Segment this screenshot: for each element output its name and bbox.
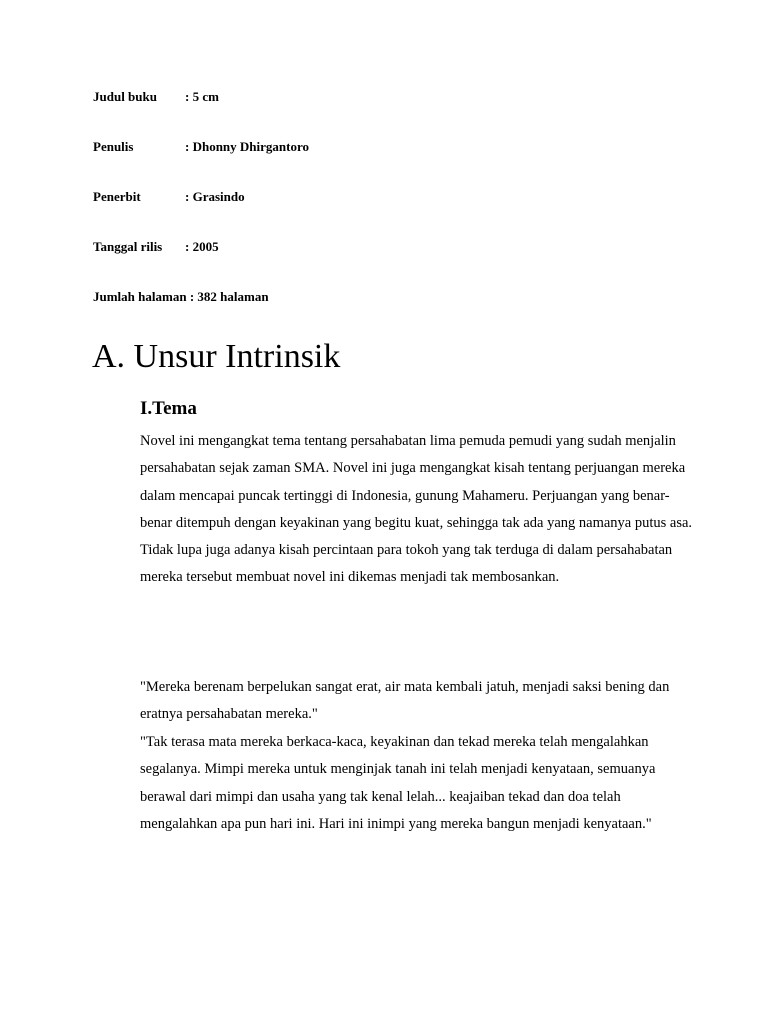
- author-row: [93, 139, 309, 155]
- theme-paragraph: Novel ini mengangkat tema tentang persahabatan lima pemuda pemudi yang sudah menjalin persahabatan sejak zaman SMA. Novel ini juga mengangkat kisah tentang perjuangan mereka dalam mencapai puncak tertinggi di Indonesia, gunung Mahameru. Perjuangan yang benar-benar ditempuh dengan keyakinan yang begitu kuat, sehingga tak ada yang namanya putus asa. Tidak lupa juga adanya kisah percintaan para tokoh yang tak terduga di dalam persahabatan mereka tersebut membuat novel ini dikemas menjadi tak membosankan.: [140, 433, 693, 586]
- author-value: : Dhonny Dhirgantoro: [185, 139, 310, 154]
- section-heading: A. Unsur Intrinsik: [92, 338, 341, 375]
- author-label: Penulis: [93, 139, 134, 154]
- subsection-heading: I.Tema: [140, 398, 197, 419]
- quote-paragraph-2: "Tak terasa mata mereka berkaca-kaca, keyakinan dan tekad mereka telah mengalahkan segalanya. Mimpi mereka untuk menginjak tanah ini telah menjadi kenyataan, semuanya berawal dari mimpi dan usaha yang tak kenal lelah... keajaiban tekad dan doa telah mengalahkan apa pun hari ini. Hari ini inimpi yang mereka bangun menjadi kenyataan.": [140, 734, 656, 832]
- release-date-value: : 2005: [185, 239, 219, 254]
- release-date-label: Tanggal rilis: [93, 239, 163, 254]
- release-date-row: [93, 239, 219, 255]
- book-title-row: [93, 89, 219, 105]
- page-count-label: Jumlah halaman: [93, 289, 187, 304]
- publisher-row: [93, 189, 245, 205]
- page-count-row: [93, 289, 269, 305]
- book-title-value: : 5 cm: [185, 89, 219, 104]
- quote-paragraph-1: "Mereka berenam berpelukan sangat erat, air mata kembali jatuh, menjadi saksi bening dan eratnya persahabatan mereka.": [140, 679, 670, 723]
- publisher-label: Penerbit: [93, 189, 141, 204]
- publisher-value: : Grasindo: [185, 189, 245, 204]
- book-title-label: Judul buku: [93, 89, 157, 104]
- page-count-value: : 382 halaman: [186, 289, 269, 304]
